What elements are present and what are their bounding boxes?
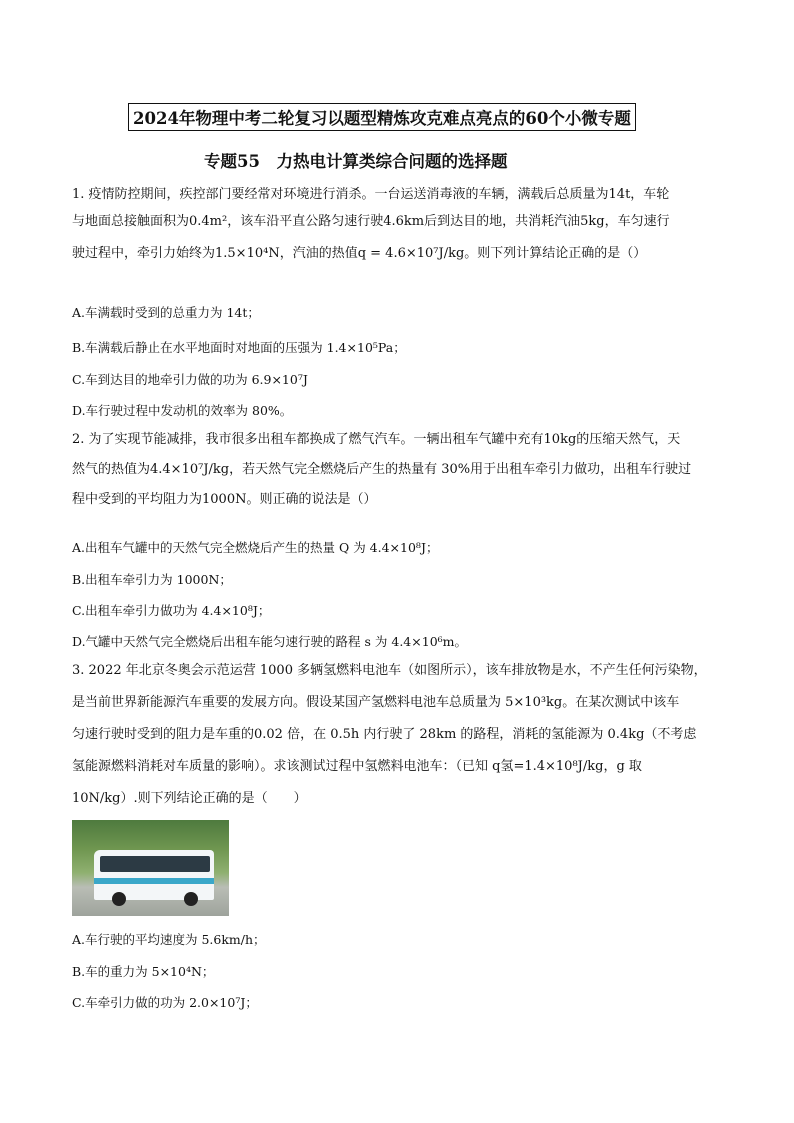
question-3-option-c: C.车牵引力做的功为 2.0×10⁷J； bbox=[72, 995, 258, 1010]
bus-stripe bbox=[94, 878, 214, 884]
question-2-option-b: B.出租车牵引力为 1000N； bbox=[72, 572, 232, 587]
stem-line: 2. 为了实现节能减排，我市很多出租车都换成了燃气汽车。一辆出租车气罐中充有10kg的压缩天然气，天 bbox=[72, 432, 681, 447]
stem-line: 驶过程中，牵引力始终为1.5×10⁴N，汽油的热值q = 4.6×10⁷J/kg。则下列计算结论正确的是（） bbox=[72, 246, 647, 261]
stem-line: 3. 2022 年北京冬奥会示范运营 1000 多辆氢燃料电池车（如图所示），该车排放物是水，不产生任何污染物， bbox=[72, 663, 707, 678]
question-2-option-d: D.气罐中天然气完全燃烧后出租车能匀速行驶的路程 s 为 4.4×10⁶m。 bbox=[72, 634, 468, 649]
question-2-stem bbox=[72, 426, 722, 513]
question-3-option-a: A.车行驶的平均速度为 5.6km/h； bbox=[72, 932, 266, 947]
stem-line: 然气的热值为4.4×10⁷J/kg，若天然气完全燃烧后产生的热量有 30%用于出租车牵引力做功，出租车行驶过 bbox=[72, 462, 692, 477]
question-3-option-b: B.车的重力为 5×10⁴N； bbox=[72, 964, 215, 979]
question-1-stem bbox=[72, 181, 722, 267]
hydrogen-bus-photo bbox=[72, 820, 229, 916]
topic-title: 专题55 力热电计算类综合问题的选择题 bbox=[204, 152, 508, 171]
stem-line: 与地面总接触面积为0.4m²，该车沿平直公路匀速行驶4.6km后到达目的地，共消耗汽油5kg，车匀速行 bbox=[72, 214, 670, 229]
question-1-option-c: C.车到达目的地牵引力做的功为 6.9×10⁷J bbox=[72, 372, 308, 387]
bus-wheel bbox=[184, 892, 198, 906]
question-2-option-c: C.出租车牵引力做功为 4.4×10⁸J； bbox=[72, 603, 271, 618]
question-3-stem bbox=[72, 657, 722, 817]
question-1-option-b: B.车满载后静止在水平地面时对地面的压强为 1.4×10⁵Pa； bbox=[72, 340, 406, 355]
question-2-option-a: A.出租车气罐中的天然气完全燃烧后产生的热量 Q 为 4.4×10⁸J； bbox=[72, 540, 439, 555]
stem-line: 程中受到的平均阻力为1000N。则正确的说法是（） bbox=[72, 492, 377, 507]
stem-line: 匀速行驶时受到的阻力是车重的0.02 倍，在 0.5h 内行驶了 28km 的路程，消耗的氢能源为 0.4kg（不考虑 bbox=[72, 727, 697, 742]
question-1-option-d: D.车行驶过程中发动机的效率为 80%。 bbox=[72, 403, 293, 418]
bus-window bbox=[100, 856, 210, 872]
bus-wheel bbox=[112, 892, 126, 906]
question-1-option-a: A.车满载时受到的总重力为 14t； bbox=[72, 305, 260, 320]
series-title: 2024年物理中考二轮复习以题型精炼攻克难点亮点的60个小微专题 bbox=[128, 103, 636, 131]
stem-line: 是当前世界新能源汽车重要的发展方向。假设某国产氢燃料电池车总质量为 5×10³kg。在某次测试中该车 bbox=[72, 695, 680, 710]
stem-line: 10N/kg）.则下列结论正确的是（ ） bbox=[72, 791, 307, 806]
stem-line: 1. 疫情防控期间，疾控部门要经常对环境进行消杀。一台运送消毒液的车辆，满载后总质量为14t，车轮 bbox=[72, 187, 670, 202]
stem-line: 氢能源燃料消耗对车质量的影响）。求该测试过程中氢燃料电池车：（已知 q氢=1.4×10⁸J/kg，g 取 bbox=[72, 759, 642, 774]
